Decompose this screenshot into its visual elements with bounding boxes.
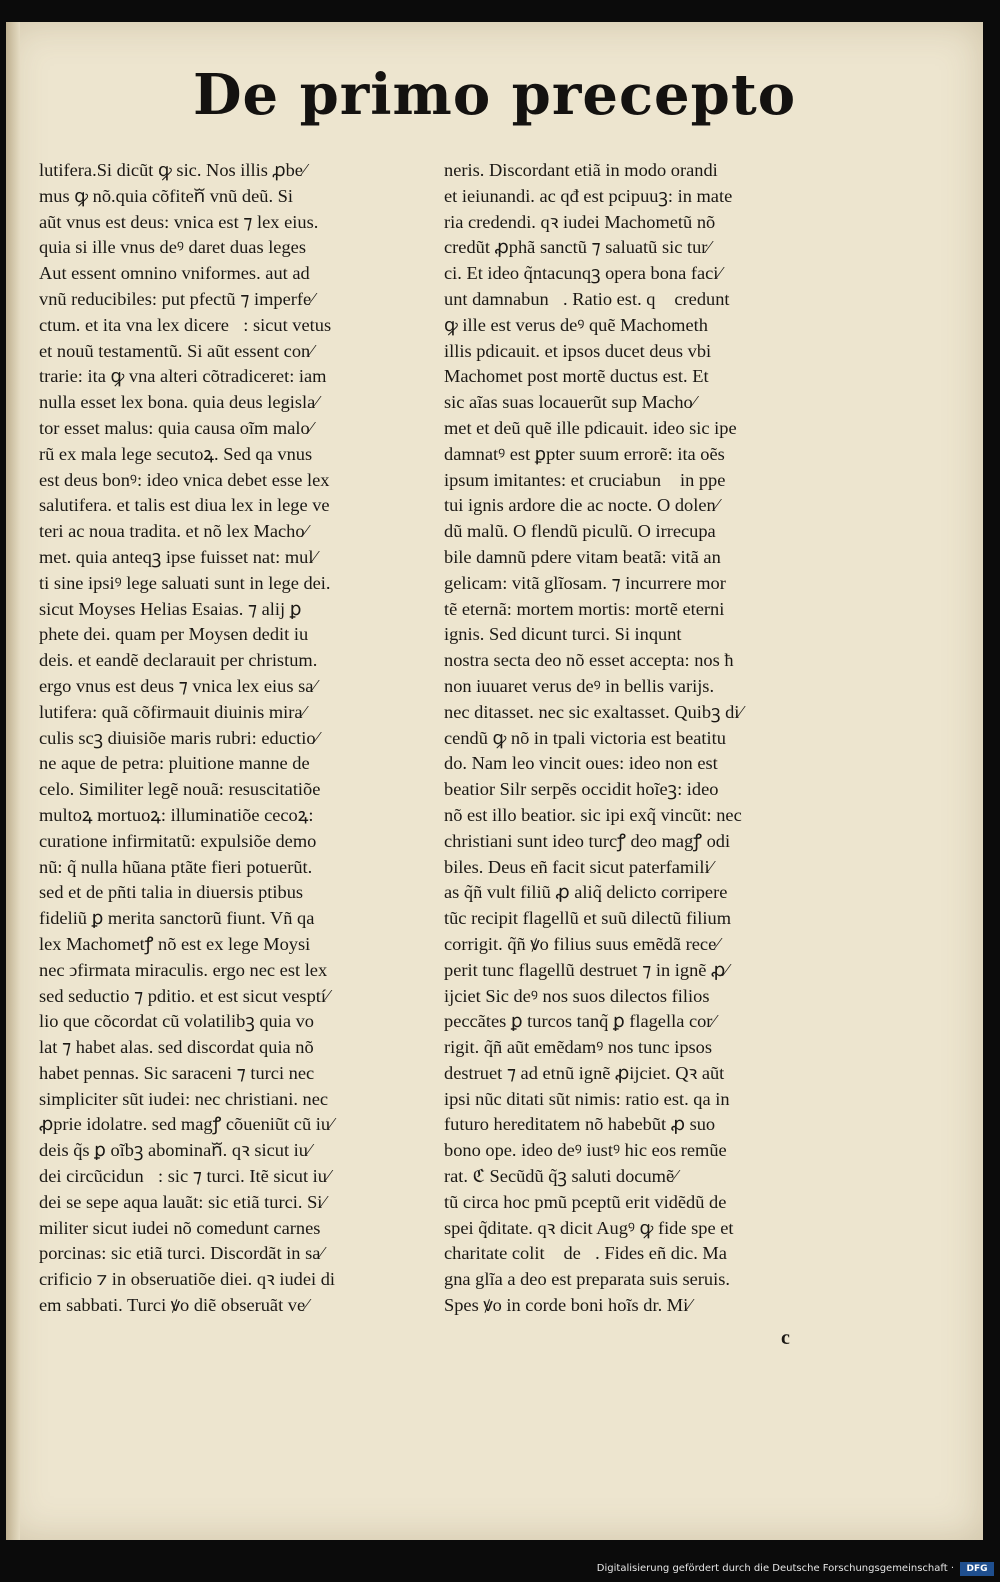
text-line: sed et de pñti talia in diuersis ptibus	[39, 882, 304, 903]
text-line: porcinas: sic etiã turci. Discordãt in sa⁄	[39, 1243, 324, 1264]
text-line: bile damnũ pdere vitam beatã: vitã an	[444, 546, 721, 567]
text-line: spei q̃ditate. qꝛ dicit Augꝰ ꝙ fide spe et	[444, 1217, 734, 1238]
text-line: tui ignis ardore die ac nocte. O dolen⁄	[444, 495, 719, 516]
text-line: ci. Et ideo q̃ntacunqꝫ opera bona faci⁄	[444, 263, 722, 284]
text-line: illis pdicauit. et ipsos ducet deus vbi	[444, 340, 712, 361]
text-line: trarie: ita ꝙ vna alteri cõtradiceret: iam	[39, 366, 327, 387]
text-line: nulla esset lex bona. quia deus legisla⁄	[39, 392, 319, 413]
text-line: em sabbati. Turci ꝟo diẽ obseruãt ve⁄	[39, 1295, 309, 1316]
text-line: ipsum imitantes: et cruciabunᷓ in ppe	[444, 469, 726, 490]
text-line: militer sicut iudei nõ comedunt carnes	[39, 1217, 321, 1238]
text-line: as q̃ñ vult filiũ ꝓ aliq̃ delicto corripere	[444, 882, 728, 903]
text-line: gelicam: vitã glĩosam. ⁊ incurrere mor	[444, 572, 726, 593]
text-line: neris. Discordant etiã in modo orandi	[444, 160, 718, 180]
text-line: tũc recipit flagellũ et suũ dilectũ filium	[444, 908, 732, 929]
text-line: deis q̃s ꝑ oĩbꝫ abominanᷓ. qꝛ sicut iu⁄	[39, 1140, 312, 1161]
text-line: rat. ℭ Secũdũ q̃ꝫ saluti documẽ⁄	[444, 1166, 678, 1187]
text-line: rũ ex mala lege secutoꝝ. Sed qa vnus	[39, 443, 313, 464]
text-line: unt damnabunᷓ. Ratio est. qꝛ credunt	[444, 288, 730, 309]
text-line: nostra secta deo nõ esset accepta: nos ħ	[444, 650, 734, 671]
text-line: vnũ reducibiles: put pfectũ ⁊ imperfe⁄	[39, 288, 315, 309]
text-line: corrigit. q̃ñ ꝟo filius suus emẽdã rece⁄	[444, 933, 720, 954]
text-line: lutifera.Si dicũt ꝙ sic. Nos illis ꝓbe⁄	[39, 160, 307, 180]
text-line: aũt vnus est deus: vnica est ⁊ lex eius.	[39, 211, 319, 232]
text-line: curatione infirmitatũ: expulsiõe demo	[39, 830, 317, 851]
text-line: ria credendi. qꝛ iudei Machometũ nõ	[444, 211, 716, 232]
text-line: met et deũ quẽ ille pdicauit. ideo sic ipe	[444, 417, 737, 438]
text-line: dei circũcidunᷓ: sic ⁊ turci. Itẽ sicut iu⁄	[39, 1166, 331, 1187]
text-line: non iuuaret verus deꝰ in bellis varijs.	[444, 675, 715, 696]
text-line: gna glĩa a deo est preparata suis seruis.	[444, 1269, 730, 1290]
text-line: ergo vnus est deus ⁊ vnica lex eius sa⁄	[39, 675, 317, 696]
text-line: salutifera. et talis est diua lex in lege ve	[39, 495, 330, 516]
text-line: et nouũ testamentũ. Si aũt essent con⁄	[39, 340, 314, 361]
text-line: phete dei. quam per Moysen dedit iu	[39, 624, 309, 645]
text-line: dũ malũ. O flendũ piculũ. O irrecupa	[444, 521, 716, 542]
text-line: sic aĩas suas locauerũt sup Macho⁄	[444, 392, 696, 413]
text-line: ꝙ ille est verus deꝰ quẽ Machometh	[444, 314, 708, 335]
text-line: habet pennas. Sic saraceni ⁊ turci nec	[39, 1062, 315, 1083]
text-line: multoꝝ mortuoꝝ: illuminatiõe cecoꝝ:	[39, 804, 314, 825]
text-line: ignis. Sed dicunt turci. Si inqunt	[444, 624, 682, 645]
text-line: quia si ille vnus deꝰ daret duas leges	[39, 237, 306, 258]
book-page	[6, 22, 983, 1540]
text-line: christiani sunt ideo turcꝭ deo magꝭ odi	[444, 830, 731, 851]
text-line: sed seductio ⁊ pditio. et est sicut vesptí⁄	[39, 985, 330, 1006]
text-line: fideliũ ꝑ merita sanctorũ fiunt. Vñ qa	[39, 908, 315, 929]
text-line: celo. Similiter legẽ nouã: resuscitatiõe	[39, 779, 321, 800]
page-gutter	[6, 22, 20, 1540]
text-line: charitate colitᷓ deꝰ. Fides eñ dic. Ma	[444, 1243, 727, 1264]
digitization-footer	[597, 1555, 1000, 1582]
text-line: ijciet Sic deꝰ nos suos dilectos filios	[444, 985, 710, 1006]
text-line: tẽ eternã: mortem mortis: mortẽ eterni	[444, 598, 725, 619]
text-line: lat ⁊ habet alas. sed discordat quia nõ	[39, 1037, 314, 1058]
text-line: biles. Deus eñ facit sicut paterfamili⁄	[444, 856, 713, 877]
text-line: mus ꝙ nõ.quia cõfitenᷓ vnũ deũ. Si	[39, 185, 294, 206]
text-line: sicut Moyses Helias Esaias. ⁊ alij ꝑ	[39, 598, 302, 619]
text-line: tũ circa hoc pmũ pceptũ erit vidẽdũ de	[444, 1191, 727, 1212]
text-line: nõ est illo beatior. sic ipi exq̃ vincũt: nec	[444, 804, 742, 825]
left-text-column	[39, 158, 427, 1319]
text-line: deis. et eandẽ declarauit per christum.	[39, 650, 318, 671]
text-line: rigit. q̃ñ aũt emẽdamꝰ nos tunc ipsos	[444, 1037, 713, 1058]
text-line: et ieiunandi. ac qđ est pcipuuꝫ: in mate	[444, 185, 733, 206]
right-text-column	[444, 158, 832, 1319]
text-line: lutifera: quã cõfirmauit diuinis mira⁄	[39, 701, 306, 722]
text-line: nec ditasset. nec sic exaltasset. Quibꝫ di⁄	[444, 701, 743, 722]
text-line: perit tunc flagellũ destruet ⁊ in ignẽ ꝓ⁄	[444, 959, 729, 980]
text-line: est deus bonꝰ: ideo vnica debet esse lex	[39, 469, 330, 490]
text-line: teri ac noua tradita. et nõ lex Macho⁄	[39, 521, 308, 542]
text-line: cendũ ꝙ nõ in tpali victoria est beatitu	[444, 727, 726, 748]
text-line: nec ↄfirmata miraculis. ergo nec est lex	[39, 959, 328, 980]
text-line: lex Machometꝭ nõ est ex lege Moysi	[39, 933, 311, 954]
text-line: ipsi nũc ditati sũt nimis: ratio est. qa in	[444, 1088, 730, 1109]
funding-credit: Digitalisierung gefördert durch die Deutsche Forschungsgemeinschaft ·	[596, 1563, 954, 1574]
text-line: beatior Silr serpẽs occidit hoĩeꝫ: ideo	[444, 779, 719, 800]
text-line: nũ: q̃ nulla hũana ptãte fieri potuerũt.	[39, 856, 313, 877]
text-line: dei se sepe aqua lauãt: sic etiã turci. Si⁄	[39, 1191, 326, 1212]
text-line: crificio ⁊ in obseruatiõe diei. qꝛ iudei di	[39, 1269, 336, 1290]
text-line: culis scꝫ diuisiõe maris rubri: eductio⁄	[39, 727, 319, 748]
text-line: futuro hereditatem nõ habebũt ꝓ suo	[444, 1114, 716, 1135]
text-line: ti sine ipsiꝰ lege saluati sunt in lege dei.	[39, 572, 331, 593]
text-line: peccãtes ꝑ turcos tanq̃ ꝑ flagella cor⁄	[444, 1011, 716, 1032]
text-line: tor esset malus: quia causa oĩm malo⁄	[39, 417, 313, 438]
text-line: lio que cõcordat cũ volatilibꝫ quia vo	[39, 1011, 314, 1032]
text-line: Spes ꝟo in corde boni hoĩs dr. Mi⁄	[444, 1295, 692, 1316]
text-line: ctum. et ita vna lex dicereᷓ: sicut vetus	[39, 314, 332, 335]
text-line: met. quia anteqꝫ ipse fuisset nat: mul⁄	[39, 546, 317, 567]
text-line: destruet ⁊ ad etnũ ignẽ ꝓijciet. Qꝛ aũt	[444, 1062, 725, 1083]
dfg-logo: DFG	[960, 1562, 994, 1576]
text-line: credũt ꝓphã sanctũ ⁊ saluatũ sic tur⁄	[444, 237, 711, 258]
text-line: ꝓprie idolatre. sed magꝭ cõueniũt cũ iu⁄	[39, 1114, 334, 1135]
text-line: ne aque de petra: pluitione manne de	[39, 753, 310, 774]
text-line: simpliciter sũt iudei: nec christiani. nec	[39, 1088, 329, 1109]
text-line: Machomet post mortẽ ductus est. Et	[444, 366, 709, 387]
text-line: bono ope. ideo deꝰ iustꝰ hic eos remũe	[444, 1140, 727, 1161]
text-line: Aut essent omnino vniformes. aut ad	[39, 263, 310, 284]
signature-mark: c	[781, 1327, 790, 1349]
text-line: damnatꝰ est ꝑpter suum errorẽ: ita oẽs	[444, 443, 725, 464]
text-line: do. Nam leo vincit oues: ideo non est	[444, 753, 718, 774]
page-heading: De primo precepto	[192, 62, 797, 128]
